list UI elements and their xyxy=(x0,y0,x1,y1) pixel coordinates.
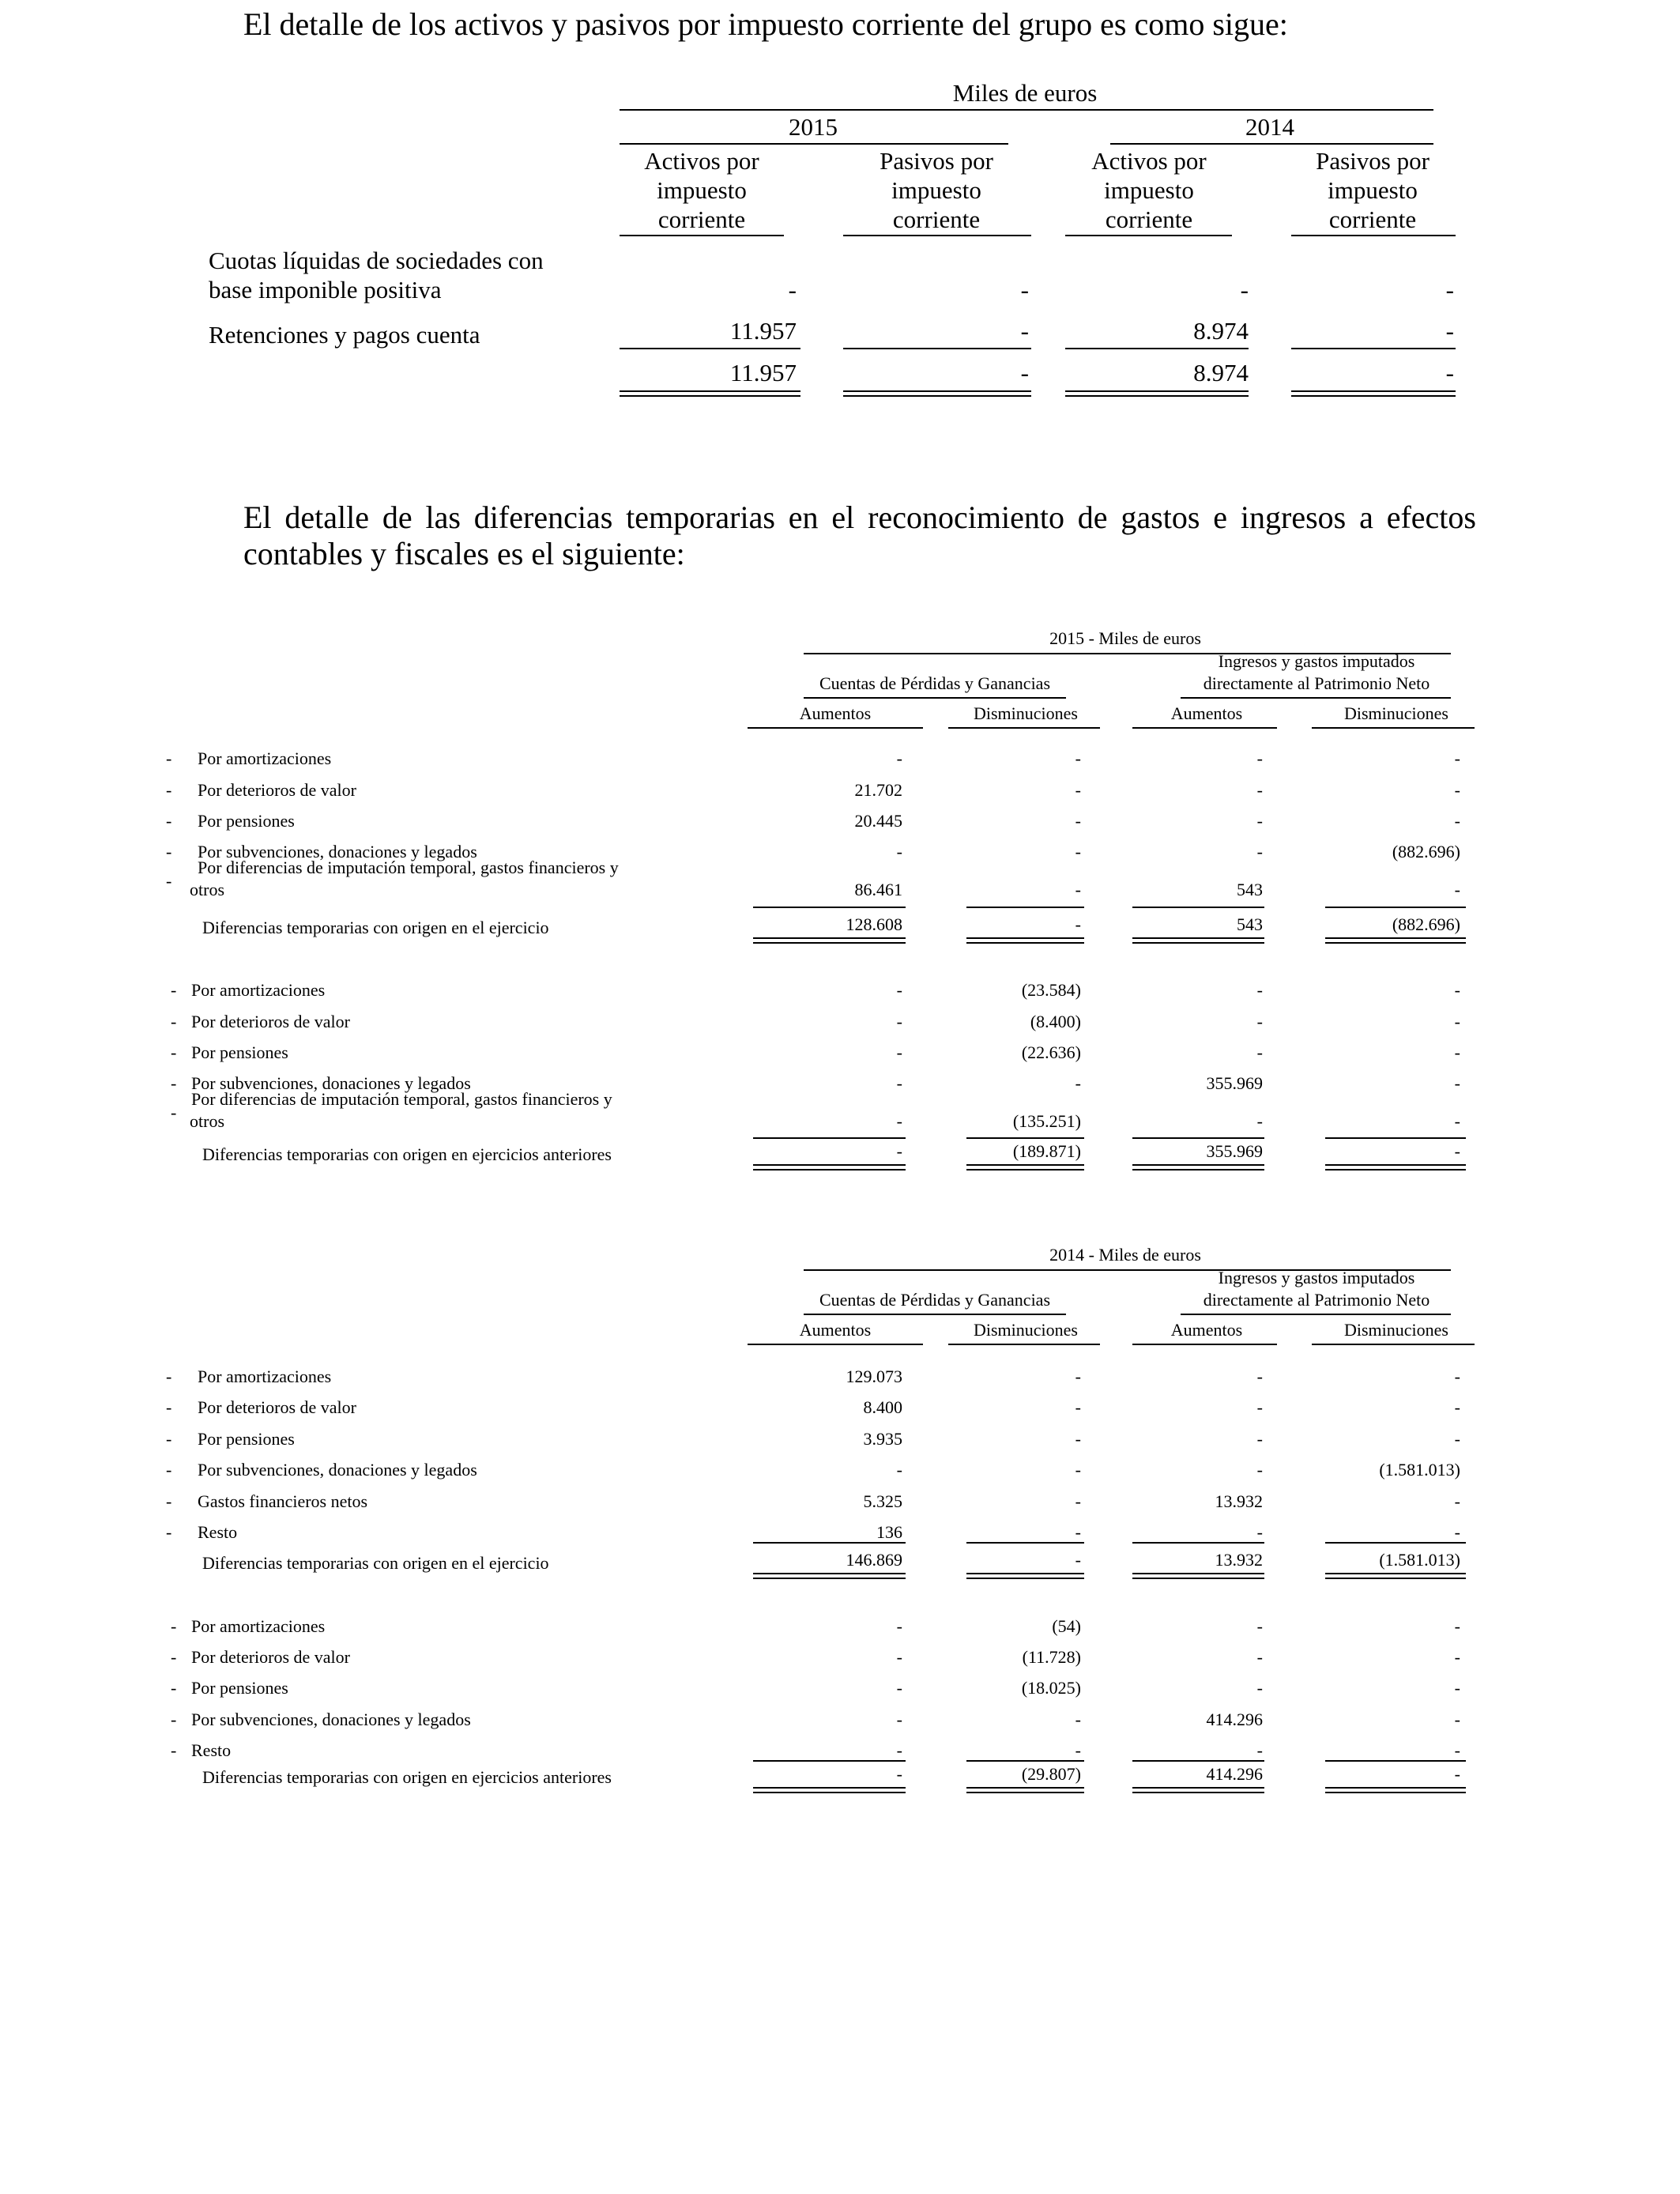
diff-table-subcol: Disminuciones xyxy=(974,1320,1078,1340)
diff-row-dash: - xyxy=(166,780,172,800)
double-rule xyxy=(1325,1164,1466,1171)
table1-row-label: base imponible positiva xyxy=(209,276,442,303)
diff-table-subcol: Disminuciones xyxy=(1344,703,1448,723)
rule-line xyxy=(966,1137,1084,1139)
diff-cell: - xyxy=(1256,811,1263,831)
diff-total-cell: 13.932 xyxy=(1215,1550,1263,1570)
diff-cell: (22.636) xyxy=(1021,1042,1081,1062)
diff-cell: - xyxy=(1256,1429,1263,1449)
diff-row-label: Por pensiones xyxy=(198,811,295,831)
diff-row-dash: - xyxy=(166,1491,172,1511)
diff-cell: - xyxy=(1454,1073,1460,1093)
diff-cell: - xyxy=(1454,1522,1460,1542)
diff-total-cell: (882.696) xyxy=(1392,914,1460,934)
rule-line xyxy=(748,727,923,729)
diff-row-label: Por subvenciones, donaciones y legados xyxy=(198,842,477,861)
diff-cell: (8.400) xyxy=(1030,1012,1081,1031)
double-rule xyxy=(966,1787,1084,1793)
table1-total-cell: - xyxy=(1020,359,1029,386)
table1-year-2015: 2015 xyxy=(789,113,838,141)
diff-row-dash: - xyxy=(166,1460,172,1480)
diff-row-dash: - xyxy=(166,748,172,768)
diff-row-label: Por amortizaciones xyxy=(198,1367,332,1386)
rule-line xyxy=(1181,697,1451,699)
diff-cell: 129.073 xyxy=(846,1367,902,1386)
rule-line xyxy=(620,143,1008,145)
diff-row-label: Por deterioros de valor xyxy=(198,1397,356,1417)
diff-row-dash: - xyxy=(171,1012,177,1031)
diff-total-cell: 146.869 xyxy=(846,1550,902,1570)
diff-row-label: Por subvenciones, donaciones y legados xyxy=(198,1460,477,1480)
double-rule xyxy=(843,390,1031,397)
double-rule xyxy=(753,1787,906,1793)
diff-cell: - xyxy=(1256,842,1263,861)
diff-row-label: otros xyxy=(190,880,224,899)
diff-cell: - xyxy=(1256,1647,1263,1667)
rule-line xyxy=(1110,143,1433,145)
diff-cell: - xyxy=(1256,1111,1263,1131)
diff-cell: - xyxy=(1454,1616,1460,1636)
diff-cell: - xyxy=(1256,1367,1263,1386)
table1-col-header-line: corriente xyxy=(1328,205,1417,233)
table1-row-label: Retenciones y pagos cuenta xyxy=(209,321,480,349)
rule-line xyxy=(1065,235,1232,236)
diff-row-dash: - xyxy=(166,842,172,861)
diff-row-label: Por subvenciones, donaciones y legados xyxy=(191,1073,471,1093)
diff-table-subcol: Aumentos xyxy=(799,703,872,723)
diff-cell: - xyxy=(1256,748,1263,768)
rule-line xyxy=(966,1760,1084,1762)
diff-cell: - xyxy=(1075,842,1081,861)
table1-col-header-line: impuesto xyxy=(891,176,981,204)
diff-cell: 13.932 xyxy=(1215,1491,1263,1511)
double-rule xyxy=(753,1573,906,1579)
diff-cell: - xyxy=(1454,1397,1460,1417)
diff-cell: 5.325 xyxy=(863,1491,902,1511)
rule-line xyxy=(1291,235,1456,236)
diff-cell: 20.445 xyxy=(854,811,902,831)
diff-table-group-right: Ingresos y gastos imputados xyxy=(1218,651,1415,671)
diff-total-cell: - xyxy=(1454,1141,1460,1161)
double-rule xyxy=(620,390,800,397)
table1-col-header-line: Pasivos por xyxy=(1316,147,1430,175)
diff-cell: - xyxy=(1075,1491,1081,1511)
diff-table-group-left: Cuentas de Pérdidas y Ganancias xyxy=(819,1290,1051,1310)
diff-row-dash: - xyxy=(166,1397,172,1417)
rule-line xyxy=(1325,1542,1466,1544)
diff-cell: (54) xyxy=(1052,1616,1081,1636)
rule-line xyxy=(804,697,1066,699)
diff-cell: (11.728) xyxy=(1022,1647,1081,1667)
double-rule xyxy=(1132,937,1264,944)
double-rule xyxy=(1291,390,1456,397)
diff-row-dash: - xyxy=(166,811,172,831)
diff-cell: - xyxy=(1075,748,1081,768)
diff-cell: - xyxy=(1075,880,1081,899)
diff-cell: - xyxy=(896,1111,902,1131)
rule-line xyxy=(1132,1542,1264,1544)
diff-cell: - xyxy=(1454,1111,1460,1131)
diff-row-dash: - xyxy=(171,1616,177,1636)
diff-total-cell: (189.871) xyxy=(1012,1141,1081,1161)
diff-cell: - xyxy=(1075,1073,1081,1093)
diff-cell: - xyxy=(1454,1647,1460,1667)
diff-row-label: Por amortizaciones xyxy=(198,748,332,768)
table1-total-cell: - xyxy=(1445,359,1454,386)
rule-line xyxy=(753,1542,906,1544)
diff-row-label: Por diferencias de imputación temporal, gastos financieros y xyxy=(191,1089,612,1109)
diff-cell: - xyxy=(1256,1740,1263,1760)
diff-cell: - xyxy=(896,1647,902,1667)
diff-cell: 8.400 xyxy=(863,1397,902,1417)
diff-total-cell: 543 xyxy=(1237,914,1263,934)
diff-cell: - xyxy=(1454,1491,1460,1511)
double-rule xyxy=(1065,390,1249,397)
diff-total-cell: (1.581.013) xyxy=(1379,1550,1460,1570)
diff-row-label: Por subvenciones, donaciones y legados xyxy=(191,1710,471,1729)
diff-row-label: Por pensiones xyxy=(198,1429,295,1449)
diff-table-group-right: directamente al Patrimonio Neto xyxy=(1203,673,1430,693)
intro-paragraph-1: El detalle de los activos y pasivos por impuesto corriente del grupo es como sigue: xyxy=(243,6,1288,42)
diff-cell: - xyxy=(896,1073,902,1093)
diff-row-label: Resto xyxy=(191,1740,232,1760)
diff-cell: - xyxy=(1454,1678,1460,1698)
table1-cell: 11.957 xyxy=(729,317,797,345)
diff-cell: - xyxy=(1454,1367,1460,1386)
diff-total-cell: 128.608 xyxy=(846,914,902,934)
table1-col-header-line: Pasivos por xyxy=(880,147,993,175)
diff-total-cell: - xyxy=(1075,914,1081,934)
rule-line xyxy=(620,235,784,236)
rule-line xyxy=(753,1137,906,1139)
diff-cell: - xyxy=(1454,1740,1460,1760)
diff-row-dash: - xyxy=(166,1367,172,1386)
diff-cell: 21.702 xyxy=(854,780,902,800)
diff-cell: (135.251) xyxy=(1012,1111,1081,1131)
table1-col-header-line: Activos por xyxy=(1091,147,1207,175)
diff-cell: - xyxy=(1256,1012,1263,1031)
diff-cell: - xyxy=(1075,780,1081,800)
diff-table-group-left: Cuentas de Pérdidas y Ganancias xyxy=(819,673,1051,693)
diff-table-title: 2014 - Miles de euros xyxy=(1049,1245,1201,1265)
rule-line xyxy=(1312,727,1475,729)
diff-cell: - xyxy=(1256,1522,1263,1542)
diff-cell: - xyxy=(1075,811,1081,831)
diff-total-cell: 355.969 xyxy=(1206,1141,1263,1161)
diff-row-dash: - xyxy=(171,1740,177,1760)
diff-row-dash: - xyxy=(171,1647,177,1667)
diff-cell: - xyxy=(1454,1710,1460,1729)
diff-cell: - xyxy=(896,1616,902,1636)
rule-line xyxy=(948,727,1100,729)
diff-cell: (1.581.013) xyxy=(1379,1460,1460,1480)
diff-row-dash: - xyxy=(166,1429,172,1449)
diff-row-label: Resto xyxy=(198,1522,238,1542)
double-rule xyxy=(753,937,906,944)
diff-row-label: Por deterioros de valor xyxy=(191,1647,350,1667)
rule-line xyxy=(1132,727,1277,729)
rule-line xyxy=(1325,907,1466,908)
rule-line xyxy=(804,1314,1066,1315)
rule-line xyxy=(1132,907,1264,908)
diff-cell: (23.584) xyxy=(1021,980,1081,1000)
diff-cell: - xyxy=(1075,1710,1081,1729)
diff-table-subcol: Aumentos xyxy=(799,1320,872,1340)
diff-total-cell: - xyxy=(1454,1764,1460,1784)
diff-row-dash: - xyxy=(171,1042,177,1062)
diff-total-cell: - xyxy=(896,1764,902,1784)
diff-row-label: otros xyxy=(190,1111,224,1131)
diff-cell: - xyxy=(1075,1397,1081,1417)
diff-table-subcol: Aumentos xyxy=(1170,1320,1243,1340)
rule-line xyxy=(948,1344,1100,1345)
diff-row-dash: - xyxy=(171,1103,177,1122)
diff-table-subcol: Disminuciones xyxy=(974,703,1078,723)
diff-row-label: Por pensiones xyxy=(191,1678,288,1698)
rule-line xyxy=(1312,1344,1475,1345)
diff-row-dash: - xyxy=(171,1678,177,1698)
diff-cell: - xyxy=(1256,1616,1263,1636)
table1-cell: - xyxy=(1445,276,1454,303)
double-rule xyxy=(1132,1787,1264,1793)
diff-total-cell: - xyxy=(1075,1550,1081,1570)
diff-cell: - xyxy=(896,1042,902,1062)
diff-cell: - xyxy=(896,1710,902,1729)
table1-col-header-line: impuesto xyxy=(1328,176,1418,204)
diff-cell: - xyxy=(896,1012,902,1031)
diff-cell: 136 xyxy=(876,1522,902,1542)
diff-row-label: Por deterioros de valor xyxy=(191,1012,350,1031)
table1-cell: - xyxy=(1020,317,1029,345)
rule-line xyxy=(1325,1137,1466,1139)
diff-cell: (18.025) xyxy=(1021,1678,1081,1698)
table1-cell: - xyxy=(788,276,797,303)
diff-cell: - xyxy=(1454,811,1460,831)
rule-line xyxy=(753,1760,906,1762)
double-rule xyxy=(966,1573,1084,1579)
rule-line xyxy=(1181,1314,1451,1315)
diff-cell: - xyxy=(1075,1522,1081,1542)
diff-cell: (882.696) xyxy=(1392,842,1460,861)
diff-total-label: Diferencias temporarias con origen en ejercicios anteriores xyxy=(202,1144,612,1164)
diff-cell: - xyxy=(896,980,902,1000)
rule-line xyxy=(966,907,1084,908)
double-rule xyxy=(753,1164,906,1171)
diff-row-dash: - xyxy=(166,1522,172,1542)
diff-row-label: Por amortizaciones xyxy=(191,1616,326,1636)
table1-cell: - xyxy=(1020,276,1029,303)
table1-year-2014: 2014 xyxy=(1245,113,1294,141)
diff-cell: - xyxy=(1256,1678,1263,1698)
diff-cell: - xyxy=(1454,780,1460,800)
diff-row-label: Gastos financieros netos xyxy=(198,1491,368,1511)
rule-line xyxy=(843,348,1031,349)
rule-line xyxy=(1132,1760,1264,1762)
diff-cell: 86.461 xyxy=(854,880,902,899)
diff-cell: - xyxy=(1075,1740,1081,1760)
rule-line xyxy=(1291,348,1456,349)
diff-row-label: Por amortizaciones xyxy=(191,980,326,1000)
diff-cell: 543 xyxy=(1237,880,1263,899)
diff-cell: - xyxy=(1454,748,1460,768)
rule-line xyxy=(620,348,800,349)
double-rule xyxy=(1325,1787,1466,1793)
table1-total-cell: 11.957 xyxy=(729,359,797,386)
diff-table-title: 2015 - Miles de euros xyxy=(1049,628,1201,648)
diff-cell: - xyxy=(1454,1012,1460,1031)
double-rule xyxy=(1325,937,1466,944)
diff-total-cell: - xyxy=(896,1141,902,1161)
rule-line xyxy=(1132,1137,1264,1139)
diff-cell: - xyxy=(1075,1429,1081,1449)
diff-cell: 3.935 xyxy=(863,1429,902,1449)
double-rule xyxy=(1132,1164,1264,1171)
diff-cell: - xyxy=(896,1678,902,1698)
table1-cell: - xyxy=(1240,276,1249,303)
diff-cell: - xyxy=(1454,980,1460,1000)
double-rule xyxy=(1325,1573,1466,1579)
diff-table-subcol: Aumentos xyxy=(1170,703,1243,723)
diff-row-label: Por pensiones xyxy=(191,1042,288,1062)
diff-row-dash: - xyxy=(171,980,177,1000)
table1-col-header-line: Activos por xyxy=(644,147,759,175)
diff-cell: - xyxy=(1454,1429,1460,1449)
diff-table-subcol: Disminuciones xyxy=(1344,1320,1448,1340)
table1-cell: - xyxy=(1445,317,1454,345)
rule-line xyxy=(1065,348,1249,349)
table1-row-label: Cuotas líquidas de sociedades con xyxy=(209,247,544,274)
table1-cell: 8.974 xyxy=(1193,317,1249,345)
diff-table-group-right: directamente al Patrimonio Neto xyxy=(1203,1290,1430,1310)
diff-cell: - xyxy=(1256,1397,1263,1417)
double-rule xyxy=(966,937,1084,944)
intro-paragraph-2: El detalle de las diferencias temporarias en el reconocimiento de gastos e ingresos a efectos contables y fiscales es el siguiente: xyxy=(243,499,1476,571)
diff-cell: - xyxy=(1256,780,1263,800)
rule-line xyxy=(620,109,1433,111)
diff-cell: - xyxy=(896,1740,902,1760)
diff-total-cell: (29.807) xyxy=(1021,1764,1081,1784)
rule-line xyxy=(966,1542,1084,1544)
rule-line xyxy=(1325,1760,1466,1762)
table1-col-header-line: impuesto xyxy=(1104,176,1194,204)
diff-cell: - xyxy=(1256,1460,1263,1480)
rule-line xyxy=(843,235,1031,236)
table1-unit: Miles de euros xyxy=(952,79,1098,107)
diff-cell: - xyxy=(1256,1042,1263,1062)
diff-total-cell: 414.296 xyxy=(1206,1764,1263,1784)
double-rule xyxy=(966,1164,1084,1171)
rule-line xyxy=(1132,1344,1277,1345)
diff-cell: - xyxy=(1454,1042,1460,1062)
diff-cell: - xyxy=(1454,880,1460,899)
diff-cell: - xyxy=(896,1460,902,1480)
table1-col-header-line: corriente xyxy=(1105,205,1193,233)
diff-row-dash: - xyxy=(171,1073,177,1093)
rule-line xyxy=(753,907,906,908)
diff-cell: 355.969 xyxy=(1206,1073,1263,1093)
diff-row-label: Por diferencias de imputación temporal, gastos financieros y xyxy=(198,858,619,877)
table1-col-header-line: impuesto xyxy=(657,176,747,204)
diff-total-label: Diferencias temporarias con origen en el ejercicio xyxy=(202,918,549,937)
diff-cell: - xyxy=(1075,1367,1081,1386)
diff-cell: - xyxy=(896,842,902,861)
diff-row-dash: - xyxy=(171,1710,177,1729)
diff-cell: - xyxy=(1256,980,1263,1000)
double-rule xyxy=(1132,1573,1264,1579)
table1-col-header-line: corriente xyxy=(892,205,981,233)
table1-total-cell: 8.974 xyxy=(1193,359,1249,386)
diff-row-label: Por deterioros de valor xyxy=(198,780,356,800)
diff-row-dash: - xyxy=(166,871,172,891)
diff-total-label: Diferencias temporarias con origen en el ejercicio xyxy=(202,1553,549,1573)
rule-line xyxy=(748,1344,923,1345)
diff-cell: - xyxy=(896,748,902,768)
diff-cell: 414.296 xyxy=(1206,1710,1263,1729)
diff-cell: - xyxy=(1075,1460,1081,1480)
diff-table-group-right: Ingresos y gastos imputados xyxy=(1218,1268,1415,1287)
table1-col-header-line: corriente xyxy=(657,205,746,233)
diff-total-label: Diferencias temporarias con origen en ejercicios anteriores xyxy=(202,1767,612,1787)
